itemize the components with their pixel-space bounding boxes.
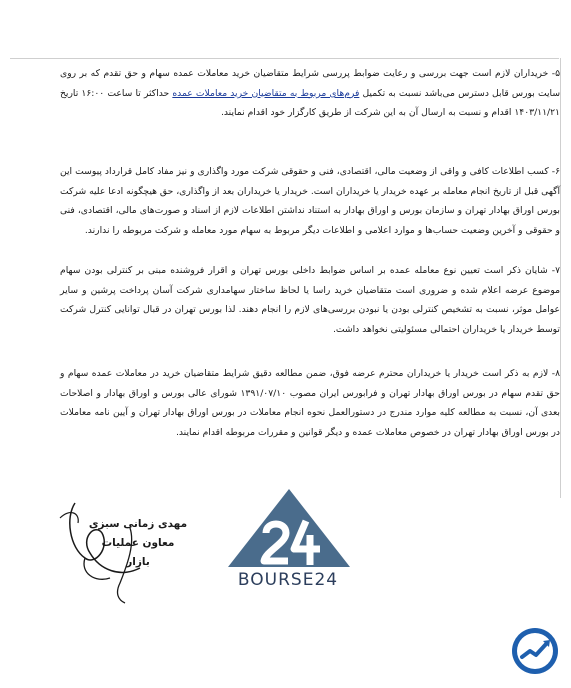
stock-growth-badge-icon[interactable] [510,626,560,676]
signature-block [88,515,188,572]
clause-5-tail: حداکثر تا ساعت ۱۶:۰۰ تاریخ ۱۴۰۳/۱۱/۲۱ اقدام و نسبت به ارسال آن به این شرکت از طریق کارگزار خود اقدام نمایند. [60,87,560,118]
bourse24-logo-icon [224,485,354,570]
signatory-name: مهدی زمانی سبزی [88,518,188,530]
signatory-title: معاون عملیات بازار [101,537,175,568]
clause-5-forms-link[interactable]: فرم‌های مربوط به متقاضیان خرید معاملات عمده [172,87,360,99]
clause-8: ۸- لازم به ذکر است خریدار یا خریداران محترم عرضه فوق، ضمن مطالعه دقیق شرایط متقاضیان خرید در معاملات عمده سهام و حق تقدم سهام در بورس اوراق بهادار تهران و فرابورس ایران مصوب ۱۳۹۱/۰۷/۱۰ شورای عالی بورس و اوراق بهادار و اصلاحات بعدی آن، نسبت به مطالعه کلیه موارد مندرج در دستورالعمل نحوه انجام معاملات در بورس اوراق بهادار تهران و آیین نامه معاملات در بورس اوراق بهادار تهران در خصوص معاملات عمده و دیگر قوانین و مقررات مربوطه اقدام نمایند. [60,368,560,438]
page-frame-right [560,58,561,498]
clause-7: ۷- شایان ذکر است تعیین نوع معامله عمده بر اساس ضوابط داخلی بورس تهران و اقرار فروشنده مبنی بر کنترلی بودن سهام موضوع عرضه اعلام شده و ضروری است متقاضیان خرید راسا یا لحاظ ساختار سهامداری شرکت آسان پرداخت پرشین و سایر عوامل موثر، نسبت به تشخیص کنترلی بودن یا نبودن بررسی‌های لازم را انجام دهند. لذا بورس تهران در قبال توانایی کنترل شرکت توسط خریدار یا خریداران احتمالی مسئولیتی نخواهد داشت. [60,265,560,335]
clause-5 [60,64,560,123]
page-frame-top [10,58,559,59]
clause-6: ۶- کسب اطلاعات کافی و واقی از وضعیت مالی، اقتصادی، فنی و حقوقی شرکت مورد واگذاری و نیز مفاد کامل قرارداد پیوست این آگهی قبل از تاریخ انجام معامله بر عهده خریدار یا خریداران است. خریدار یا خریداران بعد از واگذاری، حق هیچگونه ادعا علیه شرکت بورس اوراق بهادار تهران و سازمان بورس و اوراق بهادار به استناد نداشتن اطلاعات لازم از اسناد و صورت‌های مالی، اقتصادی، فنی و حقوقی و آخرین وضعیت حساب‌ها و موارد اعلامی و اطلاعات دیگر مربوط به سهام مورد معامله و شرکت مربوطه را ندارند. [60,166,560,236]
clause-5-text: ۵- خریداران لازم است جهت بررسی و رعایت ضوابط پررسی شرایط متقاضیان خرید معاملات عمده سهام و حق تقدم که بر روی سایت بورس قابل دسترس می‌باشد نسبت به تکمیل [60,68,561,99]
brand-wordmark: BOURSE24 [237,570,339,590]
